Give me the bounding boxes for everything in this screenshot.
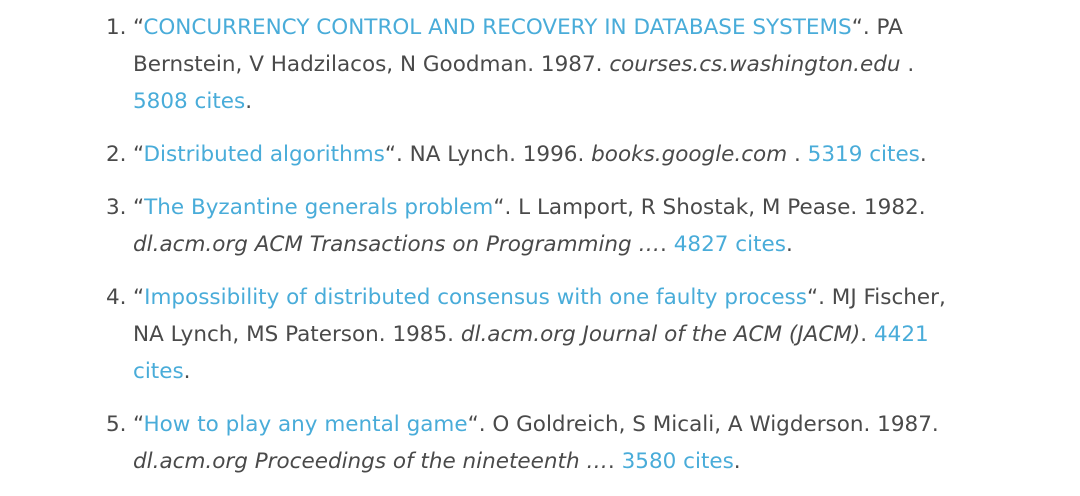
reference-item-5: 5. “How to play any mental game“. O Goldreich, S Micali, A Wigderson. 1987. dl.acm.org Proceedings of the nineteenth …. 3580 cites. bbox=[133, 406, 973, 480]
reference-title-link[interactable]: Impossibility of distributed consensus with one faulty process bbox=[144, 285, 807, 310]
item-number: 4. bbox=[106, 285, 127, 310]
source-punct: . bbox=[660, 232, 667, 257]
reference-item-3: 3. “The Byzantine generals problem“. L Lamport, R Shostak, M Pease. 1982. dl.acm.org ACM Transactions on Programming …. 4827 cites. bbox=[133, 189, 973, 263]
reference-item-2: 2. “Distributed algorithms“. NA Lynch. 1996. books.google.com . 5319 cites. bbox=[133, 136, 973, 173]
item-number: 3. bbox=[106, 195, 127, 220]
reference-item-4: 4. “Impossibility of distributed consensus with one faulty process“. MJ Fischer, NA Lynch, MS Paterson. 1985. dl.acm.org Journal of the ACM (JACM). 4421 cites. bbox=[133, 279, 973, 390]
reference-authors: NA Lynch. 1996. bbox=[409, 142, 585, 167]
reference-item-1: 1. “CONCURRENCY CONTROL AND RECOVERY IN DATABASE SYSTEMS“. PA Bernstein, V Hadzilacos, N Goodman. 1987. courses.cs.washington.edu . 5808 cites. bbox=[133, 9, 973, 120]
reference-authors: L Lamport, R Shostak, M Pease. 1982. bbox=[518, 195, 926, 220]
reference-authors: MJ Fischer, NA Lynch, MS Paterson. 1985. bbox=[133, 285, 946, 347]
cites-link[interactable]: 4421 cites bbox=[133, 322, 929, 384]
cites-link[interactable]: 5319 cites bbox=[807, 142, 920, 167]
item-number: 5. bbox=[106, 412, 127, 437]
cites-link[interactable]: 5808 cites bbox=[133, 89, 246, 114]
cites-link[interactable]: 4827 cites bbox=[673, 232, 786, 257]
reference-title-link[interactable]: CONCURRENCY CONTROL AND RECOVERY IN DATABASE SYSTEMS bbox=[143, 15, 852, 40]
reference-source: dl.acm.org Proceedings of the nineteenth … bbox=[133, 449, 608, 474]
item-number: 2. bbox=[106, 142, 127, 167]
item-number: 1. bbox=[106, 15, 127, 40]
cites-link[interactable]: 3580 cites bbox=[621, 449, 734, 474]
source-punct: . bbox=[900, 52, 915, 77]
reference-title-link[interactable]: Distributed algorithms bbox=[143, 142, 385, 167]
reference-authors: O Goldreich, S Micali, A Wigderson. 1987. bbox=[492, 412, 939, 437]
reference-authors: PA Bernstein, V Hadzilacos, N Goodman. 1987. bbox=[133, 15, 903, 77]
source-punct: . bbox=[607, 449, 615, 474]
reference-title-link[interactable]: The Byzantine generals problem bbox=[144, 195, 494, 220]
reference-source: books.google.com bbox=[591, 142, 788, 167]
reference-title-link[interactable]: How to play any mental game bbox=[143, 412, 468, 437]
reference-source: courses.cs.washington.edu bbox=[609, 52, 901, 77]
reference-source: dl.acm.org Journal of the ACM (JACM) bbox=[460, 322, 861, 347]
reference-source: dl.acm.org ACM Transactions on Programming … bbox=[133, 232, 661, 257]
source-punct: . bbox=[787, 142, 801, 167]
source-punct: . bbox=[860, 322, 868, 347]
reference-list bbox=[0, 9, 973, 496]
